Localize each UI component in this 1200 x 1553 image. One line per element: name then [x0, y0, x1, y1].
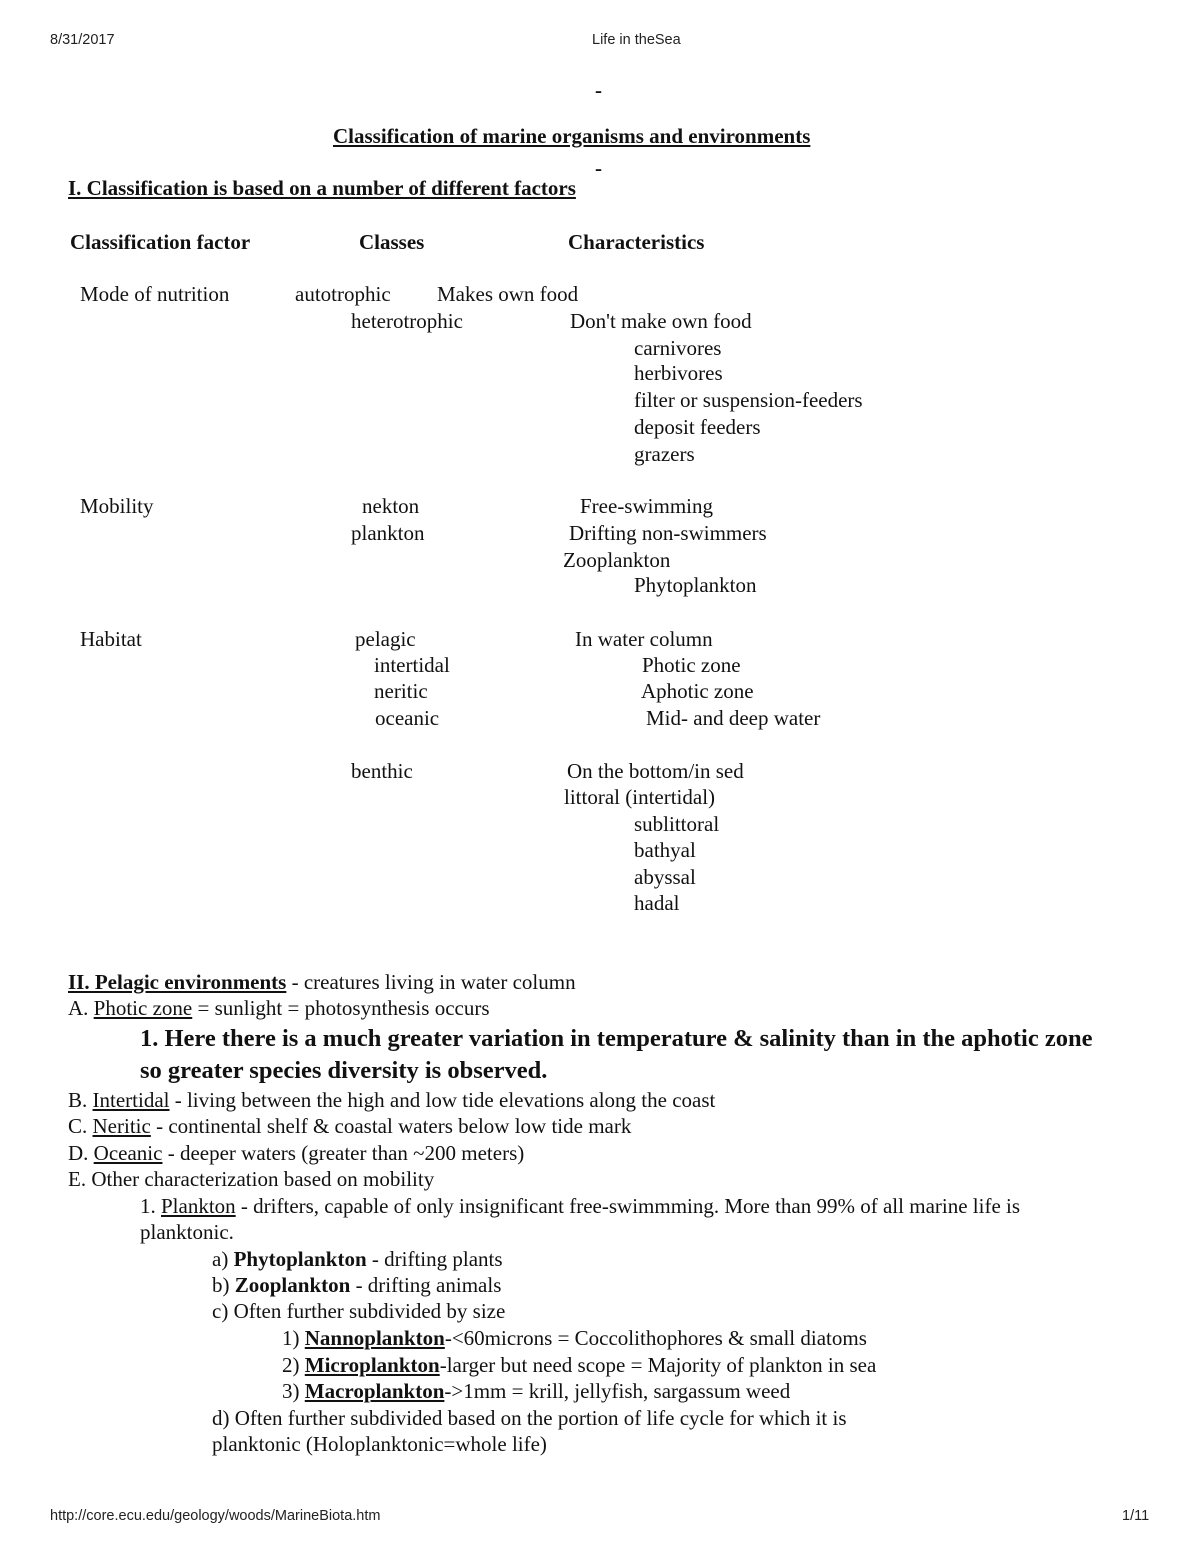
outline-term: Zooplankton	[234, 1273, 351, 1297]
list-item: hadal	[634, 891, 680, 915]
outline-prefix: C.	[68, 1114, 93, 1138]
class-heterotrophic: heterotrophic	[351, 309, 463, 333]
desc-pelagic: In water column	[575, 627, 713, 651]
outline-item-ec: c) Often further subdivided by size	[212, 1299, 506, 1323]
class-benthic: benthic	[351, 759, 413, 783]
outline-prefix: 1)	[282, 1326, 305, 1350]
outline-term: Microplankton	[304, 1353, 440, 1377]
outline-item-e: E. Other characterization based on mobility	[68, 1167, 435, 1191]
outline-prefix: A.	[68, 996, 94, 1020]
outline-text: - drifting plants	[366, 1247, 503, 1271]
class-oceanic: oceanic	[375, 706, 440, 730]
outline-prefix: a)	[212, 1247, 234, 1271]
desc-heterotrophic: Don't make own food	[570, 309, 752, 333]
separator-dash: -	[595, 156, 602, 180]
desc-autotrophic: Makes own food	[437, 282, 579, 306]
outline-item-e1	[140, 1196, 1020, 1217]
outline-text: - deeper waters (greater than ~200 meters)	[162, 1141, 525, 1165]
outline-prefix: b)	[212, 1273, 235, 1297]
outline-text: - drifting animals	[350, 1273, 502, 1297]
outline-item-a	[68, 998, 490, 1019]
list-item: sublittoral	[634, 812, 720, 836]
list-item: bathyal	[634, 838, 696, 862]
desc-aphotic: Aphotic zone	[641, 679, 754, 703]
outline-term: Nannoplankton	[304, 1326, 445, 1350]
desc-plankton: Drifting non-swimmers	[569, 521, 767, 545]
list-item: filter or suspension-feeders	[634, 388, 863, 412]
outline-prefix: 1.	[140, 1194, 161, 1218]
emphasis-line: 1. Here there is a much greater variation in temperature & salinity than in the aphotic zone	[140, 1025, 1093, 1052]
outline-term: Intertidal	[92, 1088, 170, 1112]
desc-deep: Mid- and deep water	[646, 706, 821, 730]
outline-prefix: B.	[68, 1088, 93, 1112]
outline-continuation: planktonic.	[140, 1220, 234, 1244]
outline-text: - drifters, capable of only insignificant free-swimmming. More than 99% of all marine life is	[235, 1194, 1021, 1218]
section-heading-rest: - creatures living in water column	[286, 970, 576, 994]
outline-prefix: 2)	[282, 1353, 305, 1377]
print-url: http://core.ecu.edu/geology/woods/MarineBiota.htm	[50, 1508, 381, 1524]
outline-text: -<60microns = Coccolithophores & small diatoms	[444, 1326, 867, 1350]
class-pelagic: pelagic	[355, 627, 416, 651]
section-heading: I. Classification is based on a number of different factors	[68, 176, 576, 200]
outline-term: Oceanic	[93, 1141, 163, 1165]
list-item: Zooplankton	[563, 548, 671, 572]
outline-continuation: planktonic (Holoplanktonic=whole life)	[212, 1432, 547, 1456]
list-item: herbivores	[634, 361, 723, 385]
outline-term: Neritic	[92, 1114, 151, 1138]
column-header-classes: Classes	[359, 230, 425, 254]
outline-prefix: 3)	[282, 1379, 305, 1403]
desc-nekton: Free-swimming	[580, 494, 713, 518]
list-item: Phytoplankton	[634, 573, 757, 597]
outline-term: Phytoplankton	[233, 1247, 367, 1271]
outline-item-ea	[212, 1249, 503, 1270]
outline-text: = sunlight = photosynthesis occurs	[192, 996, 490, 1020]
outline-item-size1	[282, 1328, 867, 1349]
separator-dash: -	[595, 78, 602, 102]
print-title: Life in theSea	[592, 32, 681, 48]
page-number: 1/11	[1122, 1508, 1150, 1524]
outline-term: Macroplankton	[304, 1379, 445, 1403]
section-heading-2	[68, 972, 576, 993]
outline-item-size3	[282, 1381, 790, 1402]
outline-text: - continental shelf & coastal waters below low tide mark	[150, 1114, 632, 1138]
class-autotrophic: autotrophic	[295, 282, 391, 306]
column-header-characteristics: Characteristics	[568, 230, 705, 254]
factor-nutrition: Mode of nutrition	[80, 282, 230, 306]
list-item: carnivores	[634, 336, 722, 360]
list-item: littoral (intertidal)	[564, 785, 716, 809]
outline-term: Plankton	[161, 1194, 236, 1218]
emphasis-line: so greater species diversity is observed.	[140, 1057, 548, 1084]
desc-photic: Photic zone	[642, 653, 741, 677]
factor-mobility: Mobility	[80, 494, 154, 518]
outline-item-b	[68, 1090, 715, 1111]
list-item: deposit feeders	[634, 415, 761, 439]
factor-habitat: Habitat	[80, 627, 142, 651]
outline-item-eb	[212, 1275, 501, 1296]
desc-benthic: On the bottom/in sed	[567, 759, 744, 783]
outline-term: Photic zone	[93, 996, 193, 1020]
outline-text: -larger but need scope = Majority of plankton in sea	[439, 1353, 877, 1377]
outline-item-c	[68, 1116, 631, 1137]
list-item: abyssal	[634, 865, 696, 889]
outline-text: - living between the high and low tide elevations along the coast	[169, 1088, 716, 1112]
list-item: grazers	[634, 442, 695, 466]
column-header-factor: Classification factor	[70, 230, 251, 254]
class-nekton: nekton	[362, 494, 420, 518]
page-title: Classification of marine organisms and environments	[333, 124, 811, 148]
outline-item-ed: d) Often further subdivided based on the portion of life cycle for which it is	[212, 1406, 847, 1430]
outline-prefix: D.	[68, 1141, 94, 1165]
outline-text: ->1mm = krill, jellyfish, sargassum weed	[444, 1379, 791, 1403]
section-heading-term: II. Pelagic environments	[68, 970, 287, 994]
class-intertidal: intertidal	[374, 653, 450, 677]
outline-item-d	[68, 1143, 524, 1164]
print-date: 8/31/2017	[50, 32, 115, 48]
class-neritic: neritic	[374, 679, 428, 703]
outline-item-size2	[282, 1355, 876, 1376]
class-plankton: plankton	[351, 521, 425, 545]
